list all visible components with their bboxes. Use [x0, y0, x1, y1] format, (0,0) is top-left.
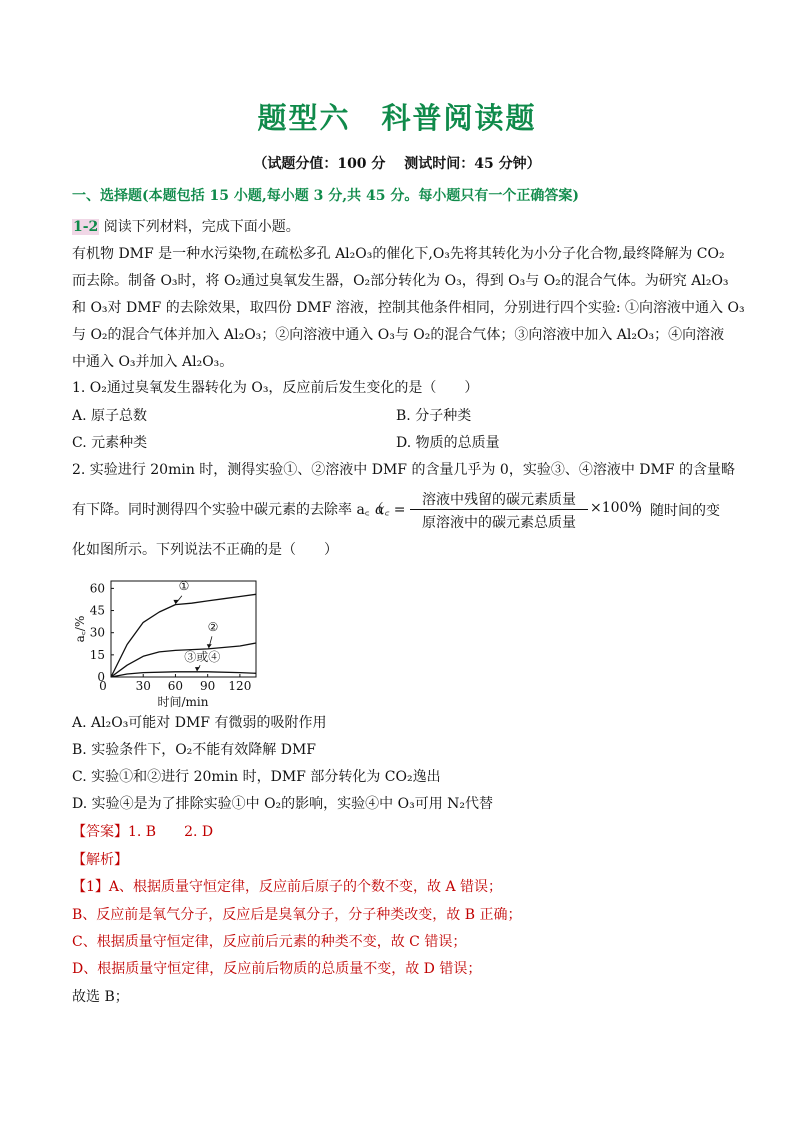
analysis-line: C、根据质量守恒定律，反应前后元素的种类不变，故 C 错误； — [72, 934, 467, 950]
carbon-removal-chart — [73, 570, 276, 712]
y-tick-label: 30 — [89, 625, 105, 640]
question-group-intro — [72, 217, 300, 237]
x-tick-label: 120 — [228, 679, 252, 693]
y-tick-label: 45 — [89, 603, 105, 618]
page-subtitle: （试题分值：100 分 测试时间：45 分钟） — [253, 156, 541, 172]
question-2-stem-line2-post: ）随时间的变 — [636, 503, 720, 519]
analysis-label: 【解析】 — [72, 852, 128, 868]
x-axis-label: 时间/min — [157, 695, 209, 709]
series-label: ② — [207, 620, 219, 635]
intro-text: 阅读下列材料，完成下面小题。 — [103, 219, 300, 235]
answer-text: 1. B 2. D — [128, 824, 214, 840]
x-tick-label: 30 — [135, 679, 151, 693]
question-1-stem: 1. O₂通过臭氧发生器转化为 O₃，反应前后发生变化的是（ ） — [72, 380, 479, 396]
series-label: ① — [178, 578, 190, 593]
fraction-bar — [410, 509, 588, 510]
answer-line — [72, 822, 213, 842]
x-tick-label: 90 — [200, 679, 216, 693]
x-tick-label: 60 — [167, 679, 184, 693]
q2-option-a: A. Al₂O₃可能对 DMF 有微弱的吸附作用 — [72, 715, 327, 731]
q1-option-a: A. 原子总数 — [72, 408, 148, 424]
analysis-conclusion: 故选 B； — [72, 989, 129, 1005]
q1-option-c: C. 元素种类 — [72, 435, 148, 451]
q2-option-b: B. 实验条件下，O₂不能有效降解 DMF — [72, 742, 317, 758]
y-tick-label: 0 — [97, 670, 105, 684]
analysis-line: D、根据质量守恒定律，反应前后物质的总质量不变，故 D 错误； — [72, 961, 482, 977]
passage-line: 而去除。制备 O₃时，将 O₂通过臭氧发生器，O₂部分转化为 O₃，得到 O₃与 O₂的混合气体。为研究 Al₂O₃ — [72, 273, 729, 289]
series-label-arrow — [175, 596, 181, 604]
question-2-stem-line3: 化如图所示。下列说法不正确的是（ ） — [72, 542, 338, 558]
series-line-1 — [111, 594, 256, 677]
passage-line: 和 O₃对 DMF 的去除效果，取四份 DMF 溶液，控制其他条件相同，分别进行四个实验: ①向溶液中通入 O₃ — [72, 300, 745, 316]
passage-line: 中通入 O₃并加入 Al₂O₃。 — [72, 354, 234, 370]
q2-option-c: C. 实验①和②进行 20min 时，DMF 部分转化为 CO₂逸出 — [72, 769, 441, 785]
q2-option-d: D. 实验④是为了排除实验①中 O₂的影响，实验④中 O₃可用 N₂代替 — [72, 796, 494, 812]
answer-label: 【答案】 — [72, 824, 128, 840]
fraction-multiplier: ×100% — [590, 500, 642, 516]
x-tick-label: 0 — [99, 679, 107, 693]
y-tick-label: 60 — [89, 581, 105, 596]
passage-line: 与 O₂的混合气体并加入 Al₂O₃；②向溶液中通入 O₃与 O₂的混合气体；③向溶液中加入 Al₂O₃；④向溶液 — [72, 327, 725, 343]
fraction-numerator: 溶液中残留的碳元素质量 — [422, 492, 576, 508]
fraction-denominator: 原溶液中的碳元素总质量 — [422, 515, 576, 531]
q1-option-b: B. 分子种类 — [396, 408, 472, 424]
series-label: ③或④ — [184, 649, 221, 664]
q1-option-d: D. 物质的总质量 — [396, 435, 500, 451]
section-heading: 一、选择题(本题包括 15 小题,每小题 3 分,共 45 分。每小题只有一个正确答案) — [72, 188, 579, 204]
y-axis-label: a꜀/% — [73, 615, 87, 643]
analysis-line: B、反应前是氧气分子，反应后是臭氧分子，分子种类改变，故 B 正确； — [72, 907, 522, 923]
question-number-tag: 1-2 — [73, 219, 99, 235]
page-title: 题型六 科普阅读题 — [257, 101, 537, 135]
series-line-3 — [111, 672, 256, 677]
analysis-line: 【1】A、根据质量守恒定律，反应前后原子的个数不变，故 A 错误； — [72, 879, 503, 895]
question-2-stem-line1: 2. 实验进行 20min 时，测得实验①、②溶液中 DMF 的含量几乎为 0，实验③、④溶液中 DMF 的含量略 — [72, 462, 735, 478]
y-tick-label: 15 — [89, 647, 105, 662]
alpha-equation: α꜀ = — [375, 502, 406, 518]
question-2-stem-line2-pre: 有下降。同时测得四个实验中碳元素的去除率 a꜀（ — [72, 502, 384, 518]
passage-line: 有机物 DMF 是一种水污染物,在疏松多孔 Al₂O₃的催化下,O₃先将其转化为小分子化合物,最终降解为 CO₂ — [72, 246, 725, 262]
